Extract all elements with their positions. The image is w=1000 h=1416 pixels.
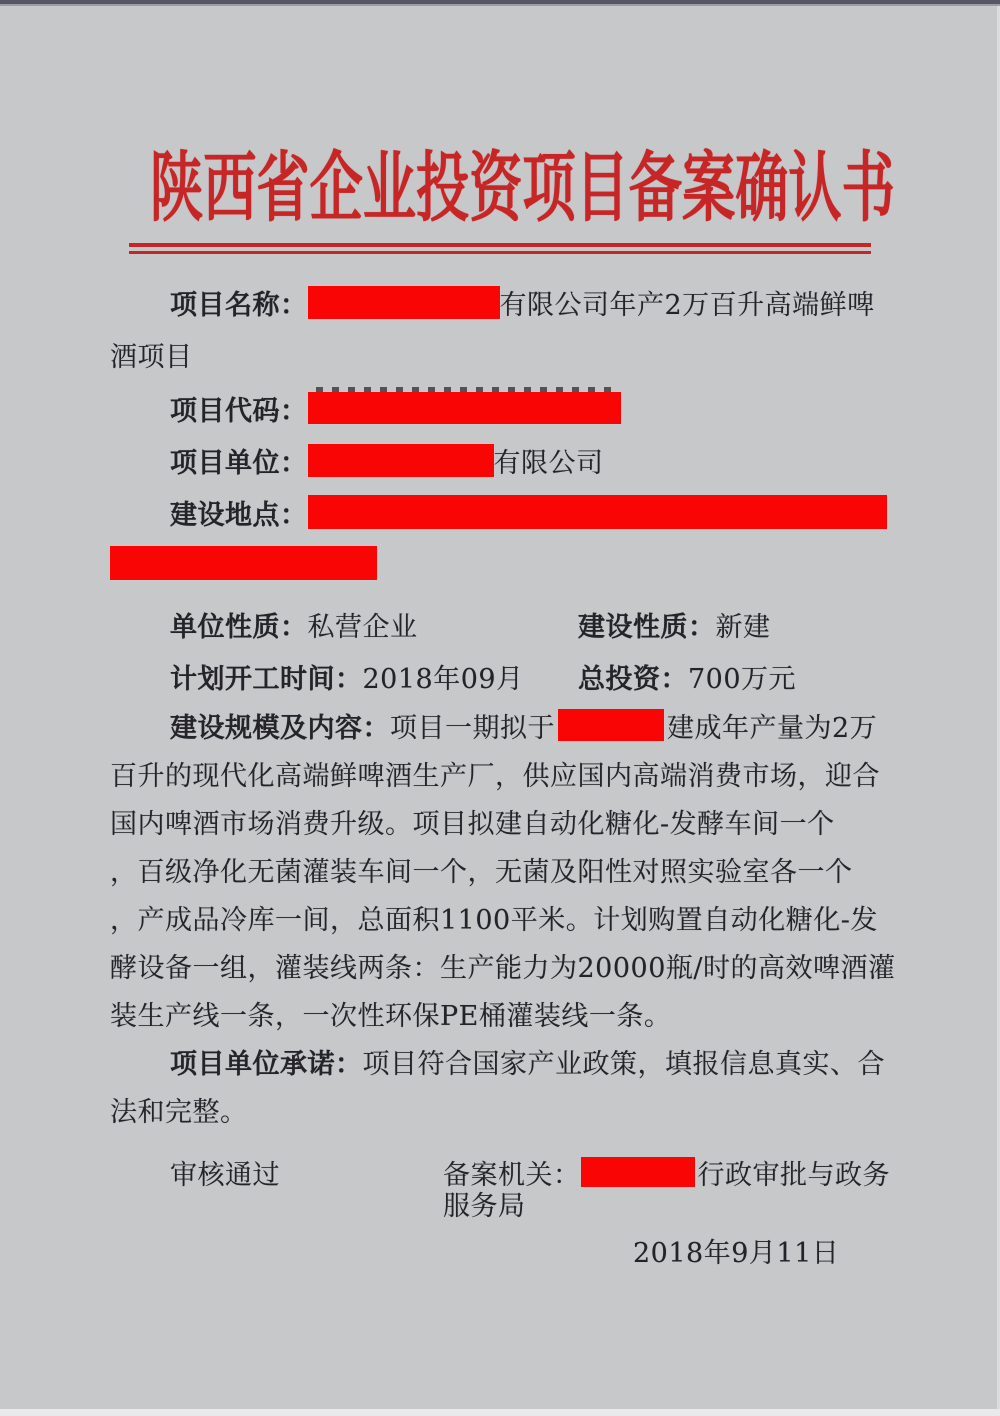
filing-date <box>633 1230 839 1270</box>
unit-nature-label: 单位性质： <box>170 611 308 643</box>
row-filing-authority-wrap <box>443 1186 526 1220</box>
scale-line-text: 酵设备一组，灌装线两条：生产能力为20000瓶/时的高效啤酒灌 <box>110 952 896 984</box>
build-site-label: 建设地点： <box>170 499 308 531</box>
scale-line-text: 装生产线一条，一次性环保PE桶灌装线一条。 <box>110 1000 672 1032</box>
build-nature-value: 新建 <box>715 611 771 643</box>
review-status <box>170 1152 280 1192</box>
row-investment <box>578 656 796 696</box>
scale-lead-text: 项目一期拟于 <box>390 712 555 744</box>
investment-label: 总投资： <box>578 663 688 695</box>
commitment-label: 项目单位承诺： <box>170 1048 363 1080</box>
investment-value: 700万元 <box>688 663 797 695</box>
scan-edge-bottom <box>0 1409 1000 1416</box>
scale-line-text: 百升的现代化高端鲜啤酒生产厂，供应国内高端消费市场，迎合 <box>110 760 880 792</box>
commitment-text-line2: 法和完整。 <box>110 1096 248 1128</box>
scale-paragraph-line <box>110 897 878 937</box>
row-project-code <box>170 388 621 428</box>
row-project-name-wrap <box>110 334 193 374</box>
row-commitment <box>170 1041 885 1081</box>
scale-line-text: ，产成品冷库一间，总面积1100平米。计划购置自动化糖化-发 <box>110 904 878 936</box>
scale-line-text: ，百级净化无菌灌装车间一个，无菌及阳性对照实验室各一个 <box>110 856 853 888</box>
build-nature-label: 建设性质： <box>578 611 716 643</box>
project-unit-value: 有限公司 <box>493 447 604 479</box>
redaction-bar-project-unit <box>308 444 494 477</box>
scale-paragraph-line <box>110 849 853 889</box>
filing-authority-line2: 服务局 <box>443 1190 526 1222</box>
redaction-bar-build-site <box>308 495 887 529</box>
row-start-time <box>170 656 524 696</box>
project-name-value: 有限公司年产2万百升高端鲜啤 <box>499 289 875 321</box>
filing-date-text: 2018年9月11日 <box>633 1237 840 1269</box>
row-unit-nature <box>170 604 418 644</box>
start-time-value: 2018年09月 <box>362 663 524 695</box>
redaction-bar-scale-date <box>558 709 664 741</box>
filing-authority-label: 备案机关： <box>443 1159 581 1191</box>
unit-nature-value: 私营企业 <box>307 611 418 643</box>
row-build-site <box>170 492 887 532</box>
start-time-label: 计划开工时间： <box>170 663 363 695</box>
scan-edge-top-shadow <box>0 4 1000 6</box>
redaction-bar-build-site-line2 <box>110 546 377 580</box>
redaction-bar-filing-authority <box>581 1157 695 1187</box>
review-status-text: 审核通过 <box>170 1159 280 1191</box>
commitment-text-line1: 项目符合国家产业政策，填报信息真实、合 <box>362 1048 885 1080</box>
filing-authority-tail: 行政审批与政务 <box>697 1159 890 1191</box>
row-build-nature <box>578 604 771 644</box>
document-title: 陕西省企业投资项目备案确认书 <box>150 143 895 232</box>
scale-tail-text: 建成年产量为2万 <box>667 712 878 744</box>
redaction-bar-project-code <box>308 392 621 424</box>
scale-paragraph-line <box>110 801 835 841</box>
project-unit-label: 项目单位： <box>170 447 308 479</box>
project-name-label: 项目名称： <box>170 289 308 321</box>
title-underline-bottom <box>129 251 871 254</box>
redacted-digit-tops-artifact <box>316 387 613 392</box>
redaction-bar-project-name <box>308 286 500 319</box>
project-name-value-wrap: 酒项目 <box>110 341 193 373</box>
title-underline-top <box>129 243 871 247</box>
scale-paragraph-line <box>110 753 880 793</box>
row-project-unit <box>170 440 604 480</box>
scale-paragraph-line <box>110 945 896 985</box>
scale-line-text: 国内啤酒市场消费升级。项目拟建自动化糖化-发酵车间一个 <box>110 808 835 840</box>
row-commitment-wrap <box>110 1089 248 1129</box>
row-project-name <box>170 282 875 322</box>
scale-paragraph-line <box>110 993 671 1033</box>
scale-label: 建设规模及内容： <box>170 712 390 744</box>
row-scale-first <box>170 705 877 745</box>
project-code-label: 项目代码： <box>170 395 308 427</box>
